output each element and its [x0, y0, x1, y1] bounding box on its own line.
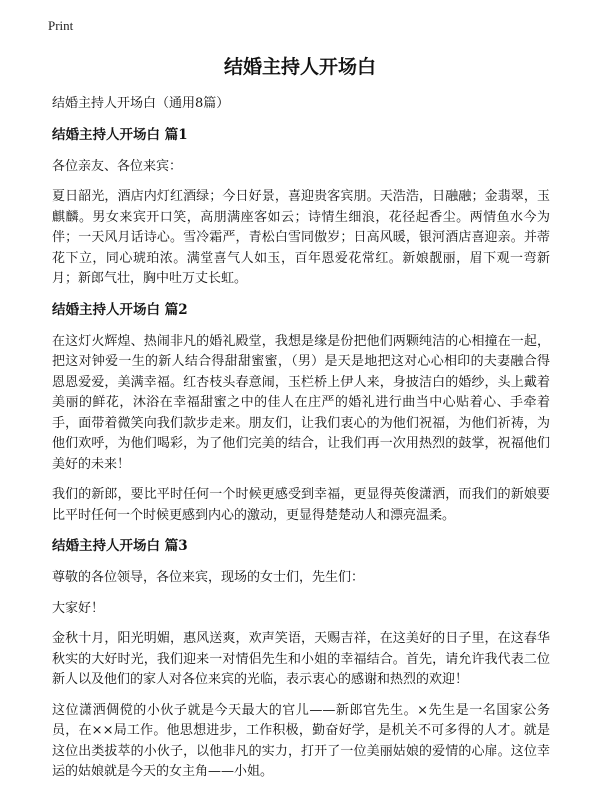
print-link[interactable]: Print — [48, 18, 74, 33]
paragraph: 金秋十月，阳光明媚，惠风送爽，欢声笑语，天赐吉祥，在这美好的日子里，在这春华秋实的大好时光，我们迎来一对情侣先生和小姐的幸福结合。首先，请允许我代表二位新人以及他们的家人对各位来宾的光临，表示衷心的感谢和热烈的欢迎！ — [52, 631, 550, 687]
paragraph: 我们的新郎，要比平时任何一个时候更感受到幸福，更显得英俊潇洒，而我们的新娘要比平时任何一个时候更感到内心的激动，更显得楚楚动人和漂亮温柔。 — [52, 487, 550, 523]
intro-line: 结婚主持人开场白（通用8篇） — [52, 96, 230, 111]
section-heading-1: 结婚主持人开场白 篇1 — [52, 126, 188, 143]
section-heading-3: 结婚主持人开场白 篇3 — [52, 538, 188, 554]
paragraph: 大家好！ — [52, 600, 105, 616]
paragraph: 尊敬的各位领导，各位来宾，现场的女士们，先生们： — [52, 570, 365, 585]
paragraph: 各位亲友、各位来宾： — [52, 158, 183, 174]
article-body — [52, 94, 550, 793]
page-title: 结婚主持人开场白 — [223, 56, 376, 78]
section-heading-2: 结婚主持人开场白 篇2 — [52, 301, 188, 318]
paragraph: 夏日韶光，酒店内灯红酒绿；今日好景，喜迎贵客宾朋。天浩浩，日融融；金翡翠，玉麒麟。男女来宾开口笑，高朋满座客如云；诗情生细浪，花径起香尘。两情鱼水今为伴；一天风月话诗心。雪冷霜严，青松白雪同傲岁；日高风暖，银河酒店喜迎亲。并蒂花下立，同心琥珀浓。满堂喜气人如玉，百年恩爱花常红。新娘靓丽，眉下观一弯新月；新郎气壮，胸中吐万丈长虹。 — [52, 189, 550, 286]
paragraph: 在这灯火辉煌、热闹非凡的婚礼殿堂，我想是缘是份把他们两颗纯洁的心相撞在一起，把这对钟爱一生的新人结合得甜甜蜜蜜，（男）是天是地把这对心心相印的夫妻融合得恩恩爱爱，美满幸福。红杏枝头春意闹，玉栏桥上伊人来，身披洁白的婚纱，头上戴着美丽的鲜花，沐浴在幸福甜蜜之中的佳人在庄严的婚礼进行曲当中心贴着心、手牵着手，面带着微笑向我们款步走来。朋友们，让我们衷心的为他们祝福，为他们祈祷，为他们欢呼，为他们喝彩，为了他们完美的结合，让我们再一次用热烈的鼓掌，祝福他们美好的未来！ — [52, 333, 550, 472]
paragraph: 这位潇洒倜傥的小伙子就是今天最大的官儿——新郎官先生。×先生是一名国家公务员，在××局工作。他思想进步，工作积极，勤奋好学，是机关不可多得的人才。就是这位出类拔萃的小伙子，以他非凡的实力，打开了一位美丽姑娘的爱情的心扉。这位幸运的姑娘就是今天的女主角——小姐。 — [52, 702, 550, 779]
